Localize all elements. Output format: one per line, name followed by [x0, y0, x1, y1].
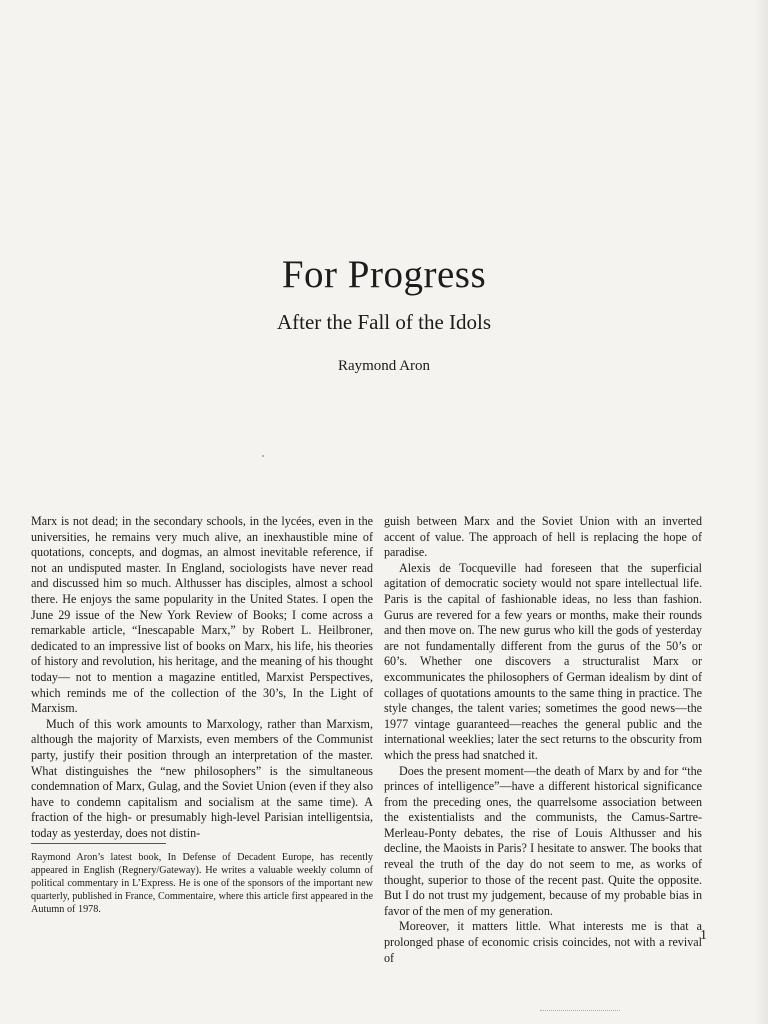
- paragraph: Marx is not dead; in the secondary schools, in the lycées, even in the universities, he remains very much alive, an inexhaustible mine of quotations, concepts, and dogmas, an almost inevitable reference, if not an undisputed master. In England, sociologists have never read and discussed him so much. Althusser has disciples, almost a school there. He enjoys the same popularity in the United States. I open the June 29 issue of the New York Review of Books; I come across a remarkable article, “Inescapable Marx,” by Robert L. Heilbroner, dedicated to an impressive list of books on Marx, his life, his theories of history and revolution, his heritage, and the meaning of his thought today— not to mention a magazine entitled, Marxist Perspectives, which reminds me of the collection of the 30’s, In the Light of Marxism.: [31, 514, 373, 716]
- right-column: [384, 514, 702, 966]
- article-author: Raymond Aron: [337, 358, 431, 374]
- scan-artifact: [540, 1010, 620, 1013]
- author-footnote: Raymond Aron’s latest book, In Defense of Decadent Europe, has recently appeared in English (Regnery/Gateway). He writes a valuable weekly column of political commentary in L’Express. He is one of the sponsors of the important new quarterly, published in France, Commentaire, where this article first appeared in the Autumn of 1978.: [31, 852, 373, 915]
- paragraph: Moreover, it matters little. What interests me is that a prolonged phase of economic crisis coincides, not with a revival of: [384, 919, 702, 965]
- paragraph: Much of this work amounts to Marxology, rather than Marxism, although the majority of Marxists, even members of the Communist party, justify their position through an interpretation of the master. What distinguishes the “new philosophers” is the simultaneous condemnation of Marx, Gulag, and the Soviet Union (even if they also have to condemn capitalism and socialism at the same time). A fraction of the high- or presumably high-level Parisian intelligentsia, today as yesterday, does not distin-: [31, 716, 373, 840]
- article-subtitle: After the Fall of the Idols: [276, 310, 492, 334]
- paragraph: Does the present moment—the death of Marx by and for “the princes of intelligence”—have a different historical significance from the preceding ones, the quarrelsome association between the existentialists and the communists, the Camus-Sartre-Merleau-Ponty debates, the rise of Louis Althusser and his decline, the Maoists in Paris? I hesitate to answer. The books that reveal the truth of the day do not seem to me, as works of thought, superior to those of the recent past. Quite the opposite. But I do not trust my judgement, because of my probable bias in favor of the men of my generation.: [384, 763, 702, 918]
- scan-speck: [262, 455, 264, 457]
- article-title: For Progress: [281, 253, 487, 296]
- paragraph: guish between Marx and the Soviet Union with an inverted accent of value. The approach of hell is replacing the hope of paradise.: [384, 514, 702, 560]
- left-column: [31, 514, 373, 841]
- page-edge-shadow: [754, 0, 768, 1024]
- page-number: 1: [700, 928, 707, 943]
- footnote-divider: [31, 843, 166, 844]
- paragraph: Alexis de Tocqueville had foreseen that the superficial agitation of democratic society would not spare intellectual life. Paris is the capital of fashionable ideas, no less than fashion. Gurus are revered for a few years or months, make their rounds and then move on. The new gurus who kill the gods of yesterday are not fundamentally different from the gurus of the 50’s or 60’s. Whether one discovers a structuralist Marx or excommunicates the philosophers of German idealism by dint of collages of quotations amounts to the same thing in practice. The style changes, the talent varies; sometimes the good news—the 1977 vintage guaranteed—reaches the general public and the international weeklies; later the sect returns to the obscurity from which the press had snatched it.: [384, 560, 702, 762]
